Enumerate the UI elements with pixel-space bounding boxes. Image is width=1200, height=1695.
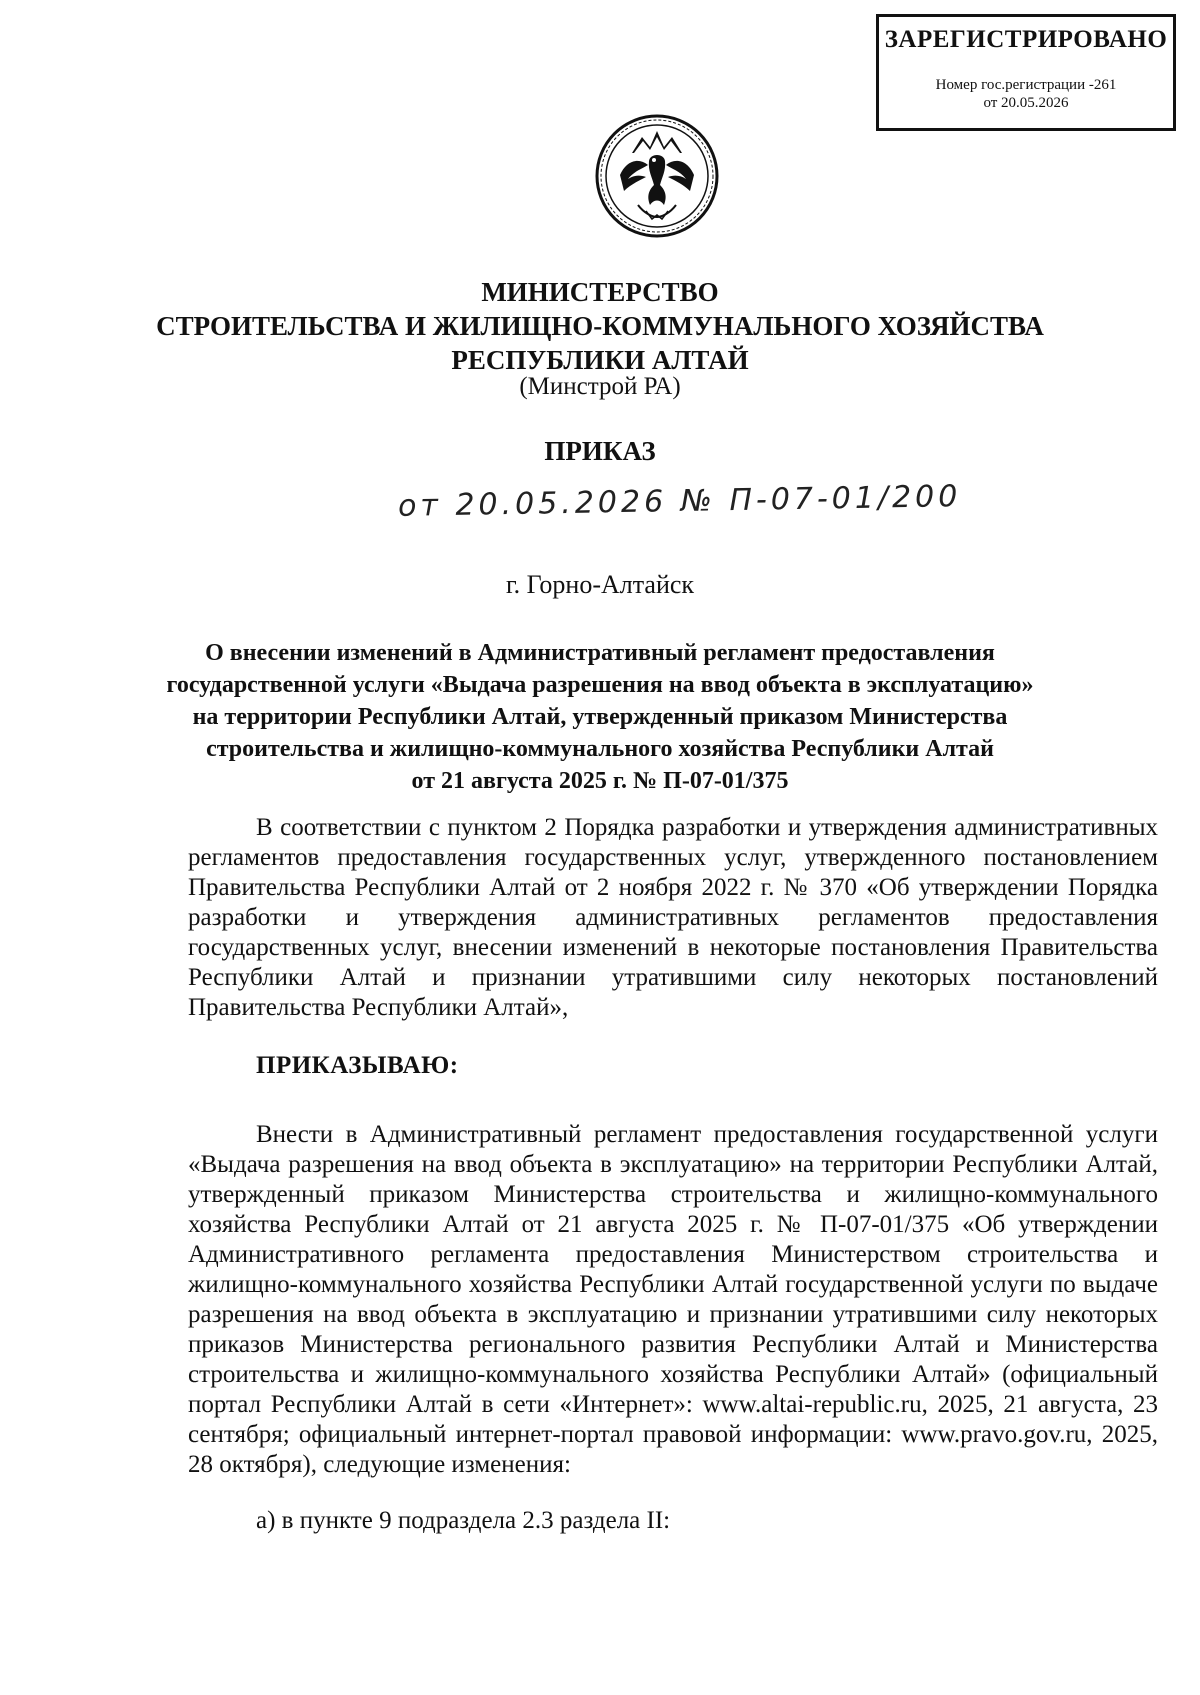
ministry-line-2: СТРОИТЕЛЬСТВА И ЖИЛИЩНО-КОММУНАЛЬНОГО ХОЗЯЙСТВА xyxy=(156,311,1044,341)
subject-line-4: строительства и жилищно-коммунального хозяйства Республики Алтай xyxy=(206,736,994,762)
registration-stamp xyxy=(876,14,1176,131)
stamp-reg-number: Номер гос.регистрации -261 xyxy=(935,77,1117,93)
item-a: а) в пункте 9 подраздела 2.3 раздела II: xyxy=(256,1507,671,1534)
main-paragraph: Внести в Административный регламент предоставления государственной услуги «Выдача разрешения на ввод объекта в эксплуатацию» на территории Республики Алтай, утвержденный приказом Министерства строительства и жилищно-коммунального хозяйства Республики Алтай от 21 августа 2025 г. № П-07-01/375 «Об утверждении Административного регламента предоставления Министерством строительства и жилищно-коммунального хозяйства Республики Алтай государственной услуги по выдаче разрешения на ввод объекта в эксплуатацию и признании утратившими силу некоторых приказов Министерства регионального развития Республики Алтай и Министерства строительства и жилищно-коммунального хозяйства Республики Алтай» (официальный портал Республики Алтай в сети «Интернет»: www.altai-republic.ru, 2025, 21 августа, 23 сентября; официальный интернет-портал правовой информации: www.pravo.gov.ru, 2025, 28 октября), следующие изменения: xyxy=(188,1121,1158,1478)
subject-line-2: государственной услуги «Выдача разрешения на ввод объекта в эксплуатацию» xyxy=(166,672,1034,698)
handwritten-order-number: от 20.05.2026 № П-07-01/200 xyxy=(397,479,962,524)
subject-line-3: на территории Республики Алтай, утвержденный приказом Министерства xyxy=(192,704,1008,730)
stamp-title: ЗАРЕГИСТРИРОВАНО xyxy=(884,26,1168,53)
order-word: ПРИКАЗЫВАЮ: xyxy=(256,1052,459,1079)
ministry-short-name: (Минстрой РА) xyxy=(519,373,681,400)
subject-line-5: от 21 августа 2025 г. № П-07-01/375 xyxy=(411,768,789,794)
stamp-reg-date: от 20.05.2026 xyxy=(983,95,1069,111)
coat-of-arms-icon xyxy=(594,113,720,239)
order-title: ПРИКАЗ xyxy=(544,436,656,466)
city: г. Горно-Алтайск xyxy=(505,570,695,599)
ministry-name xyxy=(0,275,1200,377)
subject-line-1: О внесении изменений в Административный регламент предоставления xyxy=(205,640,995,666)
preamble-paragraph: В соответствии с пунктом 2 Порядка разработки и утверждения административных регламентов предоставления государственных услуг, утвержденного постановлением Правительства Республики Алтай от 2 ноября 2022 г. № 370 «Об утверждении Порядка разработки и утверждения административных регламентов предоставления государственных услуг, внесении изменений в некоторые постановления Правительства Республики Алтай и признании утратившими силу некоторых постановлений Правительства Республики Алтай», xyxy=(188,814,1158,1021)
order-subject xyxy=(0,637,1200,797)
ministry-line-1: МИНИСТЕРСТВО xyxy=(481,277,719,307)
ministry-line-3: РЕСПУБЛИКИ АЛТАЙ xyxy=(451,345,749,375)
